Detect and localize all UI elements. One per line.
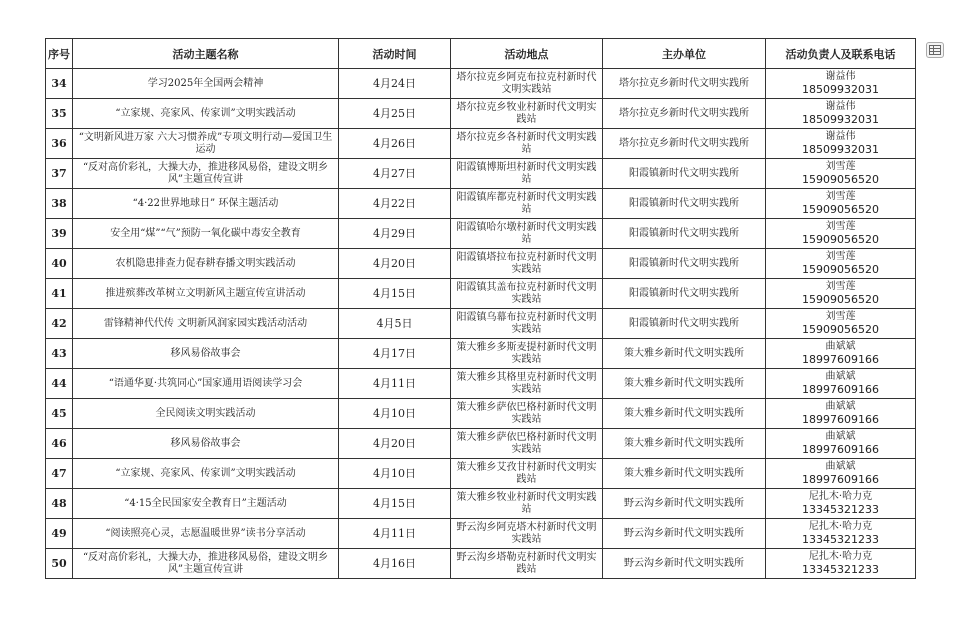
row-number: 45 <box>46 399 73 429</box>
row-place: 阳霞镇塔拉布拉克村新时代文明实践站 <box>451 249 603 279</box>
contact-person: 刘雪莲 <box>825 221 856 232</box>
row-organizer: 阳霞镇新时代文明实践所 <box>603 309 766 339</box>
row-date: 4月17日 <box>339 339 451 369</box>
header-organizer: 主办单位 <box>603 39 766 69</box>
row-date: 4月11日 <box>339 519 451 549</box>
row-number: 48 <box>46 489 73 519</box>
table-row <box>46 219 916 249</box>
row-contact <box>766 429 916 459</box>
row-number: 35 <box>46 99 73 129</box>
contact-phone: 18997609166 <box>802 383 879 396</box>
row-number: 49 <box>46 519 73 549</box>
row-theme: “立家规、亮家风、传家训”文明实践活动 <box>73 459 339 489</box>
contact-phone: 13345321233 <box>802 503 879 516</box>
row-number: 46 <box>46 429 73 459</box>
contact-person: 刘雪莲 <box>825 251 856 262</box>
table-header-row <box>46 39 916 69</box>
table-tool-button[interactable] <box>926 42 944 58</box>
row-date: 4月25日 <box>339 99 451 129</box>
contact-phone: 18997609166 <box>802 473 879 486</box>
row-number: 43 <box>46 339 73 369</box>
table-row <box>46 549 916 579</box>
row-theme: 移风易俗故事会 <box>73 429 339 459</box>
table-row <box>46 399 916 429</box>
contact-person: 刘雪莲 <box>825 311 856 322</box>
contact-person: 刘雪莲 <box>825 191 856 202</box>
contact-phone: 18997609166 <box>802 353 879 366</box>
header-number: 序号 <box>46 39 73 69</box>
row-date: 4月16日 <box>339 549 451 579</box>
row-theme: 移风易俗故事会 <box>73 339 339 369</box>
table-row <box>46 249 916 279</box>
contact-phone: 18509932031 <box>802 113 879 126</box>
row-place: 塔尔拉克乡各村新时代文明实践站 <box>451 129 603 159</box>
row-contact <box>766 219 916 249</box>
table-row <box>46 129 916 159</box>
contact-person: 谢益伟 <box>825 131 856 142</box>
contact-phone: 18997609166 <box>802 443 879 456</box>
row-date: 4月24日 <box>339 69 451 99</box>
row-organizer: 策大雅乡新时代文明实践所 <box>603 459 766 489</box>
row-number: 47 <box>46 459 73 489</box>
row-organizer: 塔尔拉克乡新时代文明实践所 <box>603 69 766 99</box>
row-organizer: 野云沟乡新时代文明实践所 <box>603 519 766 549</box>
row-contact <box>766 249 916 279</box>
row-place: 阳霞镇哈尔墩村新时代文明实践站 <box>451 219 603 249</box>
row-organizer: 野云沟乡新时代文明实践所 <box>603 489 766 519</box>
row-date: 4月10日 <box>339 459 451 489</box>
row-theme: “反对高价彩礼，大操大办，推进移风易俗，建设文明乡风”主题宣传宣讲 <box>73 159 339 189</box>
row-place: 策大雅乡萨依巴格村新时代文明实践站 <box>451 429 603 459</box>
row-date: 4月10日 <box>339 399 451 429</box>
row-place: 策大雅乡艾孜甘村新时代文明实践站 <box>451 459 603 489</box>
contact-person: 曲斌斌 <box>825 341 856 352</box>
row-place: 塔尔拉克乡牧业村新时代文明实践站 <box>451 99 603 129</box>
row-organizer: 塔尔拉克乡新时代文明实践所 <box>603 99 766 129</box>
table-row <box>46 429 916 459</box>
row-organizer: 阳霞镇新时代文明实践所 <box>603 159 766 189</box>
row-place: 野云沟乡塔勒克村新时代文明实践站 <box>451 549 603 579</box>
contact-person: 刘雪莲 <box>825 161 856 172</box>
row-organizer: 策大雅乡新时代文明实践所 <box>603 399 766 429</box>
row-contact <box>766 399 916 429</box>
contact-person: 曲斌斌 <box>825 461 856 472</box>
row-organizer: 阳霞镇新时代文明实践所 <box>603 219 766 249</box>
row-number: 41 <box>46 279 73 309</box>
contact-person: 尼扎木·哈力克 <box>808 551 873 562</box>
row-contact <box>766 369 916 399</box>
row-contact <box>766 159 916 189</box>
row-contact <box>766 189 916 219</box>
row-contact <box>766 309 916 339</box>
row-contact <box>766 279 916 309</box>
header-contact: 活动负责人及联系电话 <box>766 39 916 69</box>
row-organizer: 阳霞镇新时代文明实践所 <box>603 189 766 219</box>
contact-person: 刘雪莲 <box>825 281 856 292</box>
row-date: 4月5日 <box>339 309 451 339</box>
grid-table-icon <box>929 45 941 55</box>
row-number: 38 <box>46 189 73 219</box>
row-organizer: 阳霞镇新时代文明实践所 <box>603 249 766 279</box>
row-theme: 学习2025年全国两会精神 <box>73 69 339 99</box>
row-number: 39 <box>46 219 73 249</box>
activity-table <box>45 38 916 579</box>
row-date: 4月22日 <box>339 189 451 219</box>
row-place: 阳霞镇博斯坦村新时代文明实践站 <box>451 159 603 189</box>
row-theme: “语通华夏·共筑同心”国家通用语阅读学习会 <box>73 369 339 399</box>
row-number: 37 <box>46 159 73 189</box>
row-theme: 雷锋精神代代传 文明新风润家园实践活动活动 <box>73 309 339 339</box>
row-place: 策大雅乡萨依巴格村新时代文明实践站 <box>451 399 603 429</box>
header-date: 活动时间 <box>339 39 451 69</box>
row-contact <box>766 489 916 519</box>
contact-phone: 18509932031 <box>802 143 879 156</box>
row-date: 4月15日 <box>339 489 451 519</box>
table-row <box>46 369 916 399</box>
row-place: 策大雅乡多斯麦提村新时代文明实践站 <box>451 339 603 369</box>
contact-person: 曲斌斌 <box>825 431 856 442</box>
header-place: 活动地点 <box>451 39 603 69</box>
row-date: 4月29日 <box>339 219 451 249</box>
row-theme: 农机隐患排查力促春耕春播文明实践活动 <box>73 249 339 279</box>
row-contact <box>766 69 916 99</box>
row-organizer: 策大雅乡新时代文明实践所 <box>603 339 766 369</box>
row-organizer: 阳霞镇新时代文明实践所 <box>603 279 766 309</box>
row-theme: “阅读照亮心灵，志愿温暖世界”读书分享活动 <box>73 519 339 549</box>
row-place: 阳霞镇乌幕布拉克村新时代文明实践站 <box>451 309 603 339</box>
contact-phone: 18509932031 <box>802 83 879 96</box>
row-number: 50 <box>46 549 73 579</box>
row-contact <box>766 519 916 549</box>
table-row <box>46 159 916 189</box>
table-row <box>46 489 916 519</box>
contact-person: 尼扎木·哈力克 <box>808 491 873 502</box>
row-date: 4月27日 <box>339 159 451 189</box>
table-row <box>46 69 916 99</box>
table-row <box>46 309 916 339</box>
contact-phone: 15909056520 <box>802 323 879 336</box>
table-row <box>46 339 916 369</box>
row-theme: “4·22世界地球日” 环保主题活动 <box>73 189 339 219</box>
contact-person: 曲斌斌 <box>825 401 856 412</box>
row-organizer: 野云沟乡新时代文明实践所 <box>603 549 766 579</box>
row-contact <box>766 129 916 159</box>
row-organizer: 塔尔拉克乡新时代文明实践所 <box>603 129 766 159</box>
header-theme: 活动主题名称 <box>73 39 339 69</box>
table-row <box>46 189 916 219</box>
row-number: 36 <box>46 129 73 159</box>
table-row <box>46 99 916 129</box>
row-theme: 全民阅读文明实践活动 <box>73 399 339 429</box>
row-place: 阳霞镇库都克村新时代文明实践站 <box>451 189 603 219</box>
row-number: 34 <box>46 69 73 99</box>
contact-phone: 13345321233 <box>802 563 879 576</box>
row-date: 4月20日 <box>339 429 451 459</box>
table-row <box>46 279 916 309</box>
row-date: 4月26日 <box>339 129 451 159</box>
row-date: 4月15日 <box>339 279 451 309</box>
row-contact <box>766 549 916 579</box>
row-theme: 推进殡葬改革树立文明新风主题宣传宣讲活动 <box>73 279 339 309</box>
contact-person: 曲斌斌 <box>825 371 856 382</box>
row-organizer: 策大雅乡新时代文明实践所 <box>603 429 766 459</box>
row-theme: 安全用“煤”“气”预防一氧化碳中毒安全教育 <box>73 219 339 249</box>
row-contact <box>766 459 916 489</box>
row-place: 塔尔拉克乡阿克布拉克村新时代文明实践站 <box>451 69 603 99</box>
row-theme: “4·15全民国家安全教育日”主题活动 <box>73 489 339 519</box>
contact-phone: 13345321233 <box>802 533 879 546</box>
contact-person: 尼扎木·哈力克 <box>808 521 873 532</box>
contact-phone: 15909056520 <box>802 173 879 186</box>
row-number: 42 <box>46 309 73 339</box>
table-body <box>46 69 916 579</box>
contact-phone: 15909056520 <box>802 263 879 276</box>
contact-phone: 15909056520 <box>802 293 879 306</box>
row-contact <box>766 99 916 129</box>
row-place: 策大雅乡其格里克村新时代文明实践站 <box>451 369 603 399</box>
contact-person: 谢益伟 <box>825 101 856 112</box>
row-place: 野云沟乡阿克塔木村新时代文明实践站 <box>451 519 603 549</box>
contact-person: 谢益伟 <box>825 71 856 82</box>
row-number: 44 <box>46 369 73 399</box>
table-row <box>46 459 916 489</box>
row-theme: “立家规、亮家风、传家训”文明实践活动 <box>73 99 339 129</box>
row-date: 4月20日 <box>339 249 451 279</box>
table-row <box>46 519 916 549</box>
row-place: 策大雅乡牧业村新时代文明实践站 <box>451 489 603 519</box>
row-theme: “文明新风进万家 六大习惯养成”专项文明行动—爱国卫生运动 <box>73 129 339 159</box>
contact-phone: 15909056520 <box>802 233 879 246</box>
row-theme: “反对高价彩礼，大操大办，推进移风易俗，建设文明乡风”主题宣传宣讲 <box>73 549 339 579</box>
contact-phone: 15909056520 <box>802 203 879 216</box>
row-contact <box>766 339 916 369</box>
row-organizer: 策大雅乡新时代文明实践所 <box>603 369 766 399</box>
row-place: 阳霞镇其盖布拉克村新时代文明实践站 <box>451 279 603 309</box>
row-number: 40 <box>46 249 73 279</box>
contact-phone: 18997609166 <box>802 413 879 426</box>
row-date: 4月11日 <box>339 369 451 399</box>
